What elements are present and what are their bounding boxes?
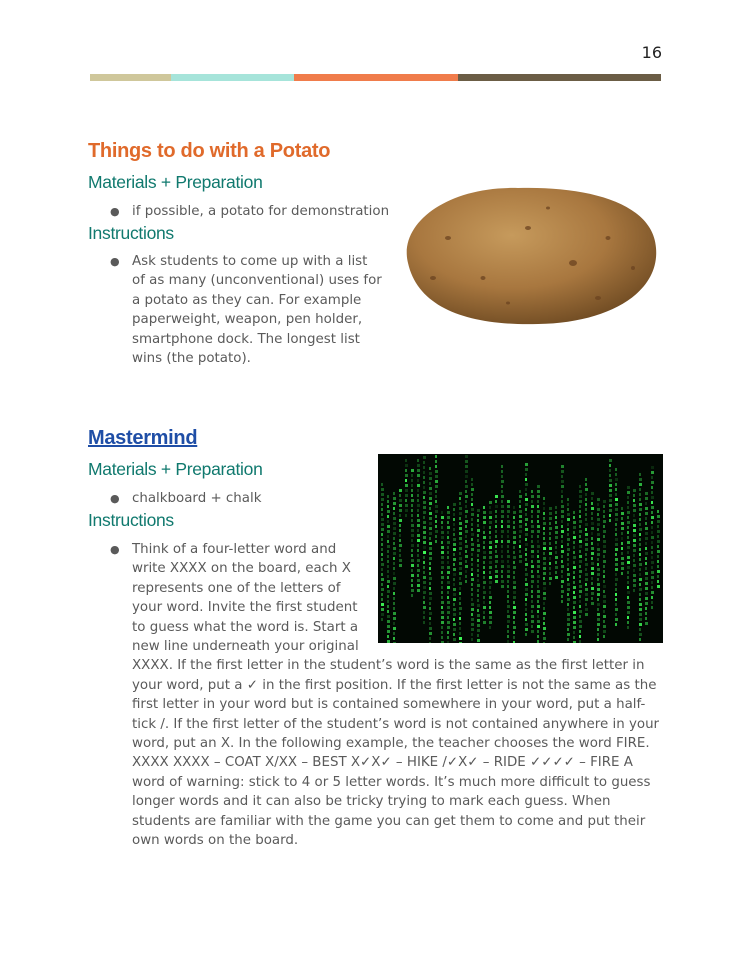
materials-heading: Materials + Preparation bbox=[88, 172, 263, 192]
bullet-icon: ● bbox=[110, 492, 120, 505]
color-bar-segment bbox=[294, 74, 458, 81]
materials-list-item bbox=[110, 489, 360, 508]
matrix-code-image bbox=[378, 454, 663, 643]
materials-item-text: chalkboard + chalk bbox=[132, 491, 262, 506]
color-bar-segment bbox=[458, 74, 661, 81]
instructions-heading: Instructions bbox=[88, 510, 174, 530]
potato-image bbox=[388, 168, 664, 336]
instructions-item-text: Think of a four-letter word and write XXXX on the board, each X represents one of the letters of your word. Invite the first student to guess what the word is. Start a new line underneath your original XXXX. If the first letter in the student’s word is the same as the first letter in your word, put a ✓ in the first position. If the first letter is not the same as the first letter in your word but is contained somewhere in your word, put a half-tick /. If the first letter of the student’s word is not contained anywhere in your word, put an X. In the following example, the teacher chooses the word FIRE. XXXX XXXX – COAT X/XX – BEST X✓X✓ – HIKE /✓X✓ – RIDE ✓✓✓✓ – FIRE A word of warning: stick to 4 or 5 letter words. It’s much more difficult to guess longer words and it can also be tricky trying to mark each guess. When students are familiar with the game you can get them to come and put their own words on the board. bbox=[132, 542, 660, 849]
materials-heading: Materials + Preparation bbox=[88, 459, 263, 479]
materials-item-text: if possible, a potato for demonstration bbox=[132, 204, 390, 219]
page-number: 16 bbox=[641, 43, 662, 62]
materials-list-item bbox=[110, 202, 390, 221]
bullet-icon: ● bbox=[110, 543, 120, 556]
section-title-mastermind: Mastermind bbox=[88, 427, 198, 449]
instructions-list-item bbox=[110, 252, 382, 368]
section-title-potato: Things to do with a Potato bbox=[88, 140, 331, 162]
header-color-bar bbox=[90, 74, 661, 81]
color-bar-segment bbox=[171, 74, 294, 81]
instructions-heading: Instructions bbox=[88, 223, 174, 243]
instructions-item-text: Ask students to come up with a list of as many (unconventional) uses for a potato as they can. For example paperweight, weapon, pen holder, smartphone dock. The longest list wins (the potato). bbox=[132, 254, 382, 367]
bullet-icon: ● bbox=[110, 205, 120, 218]
bullet-icon: ● bbox=[110, 255, 120, 268]
color-bar-segment bbox=[90, 74, 171, 81]
